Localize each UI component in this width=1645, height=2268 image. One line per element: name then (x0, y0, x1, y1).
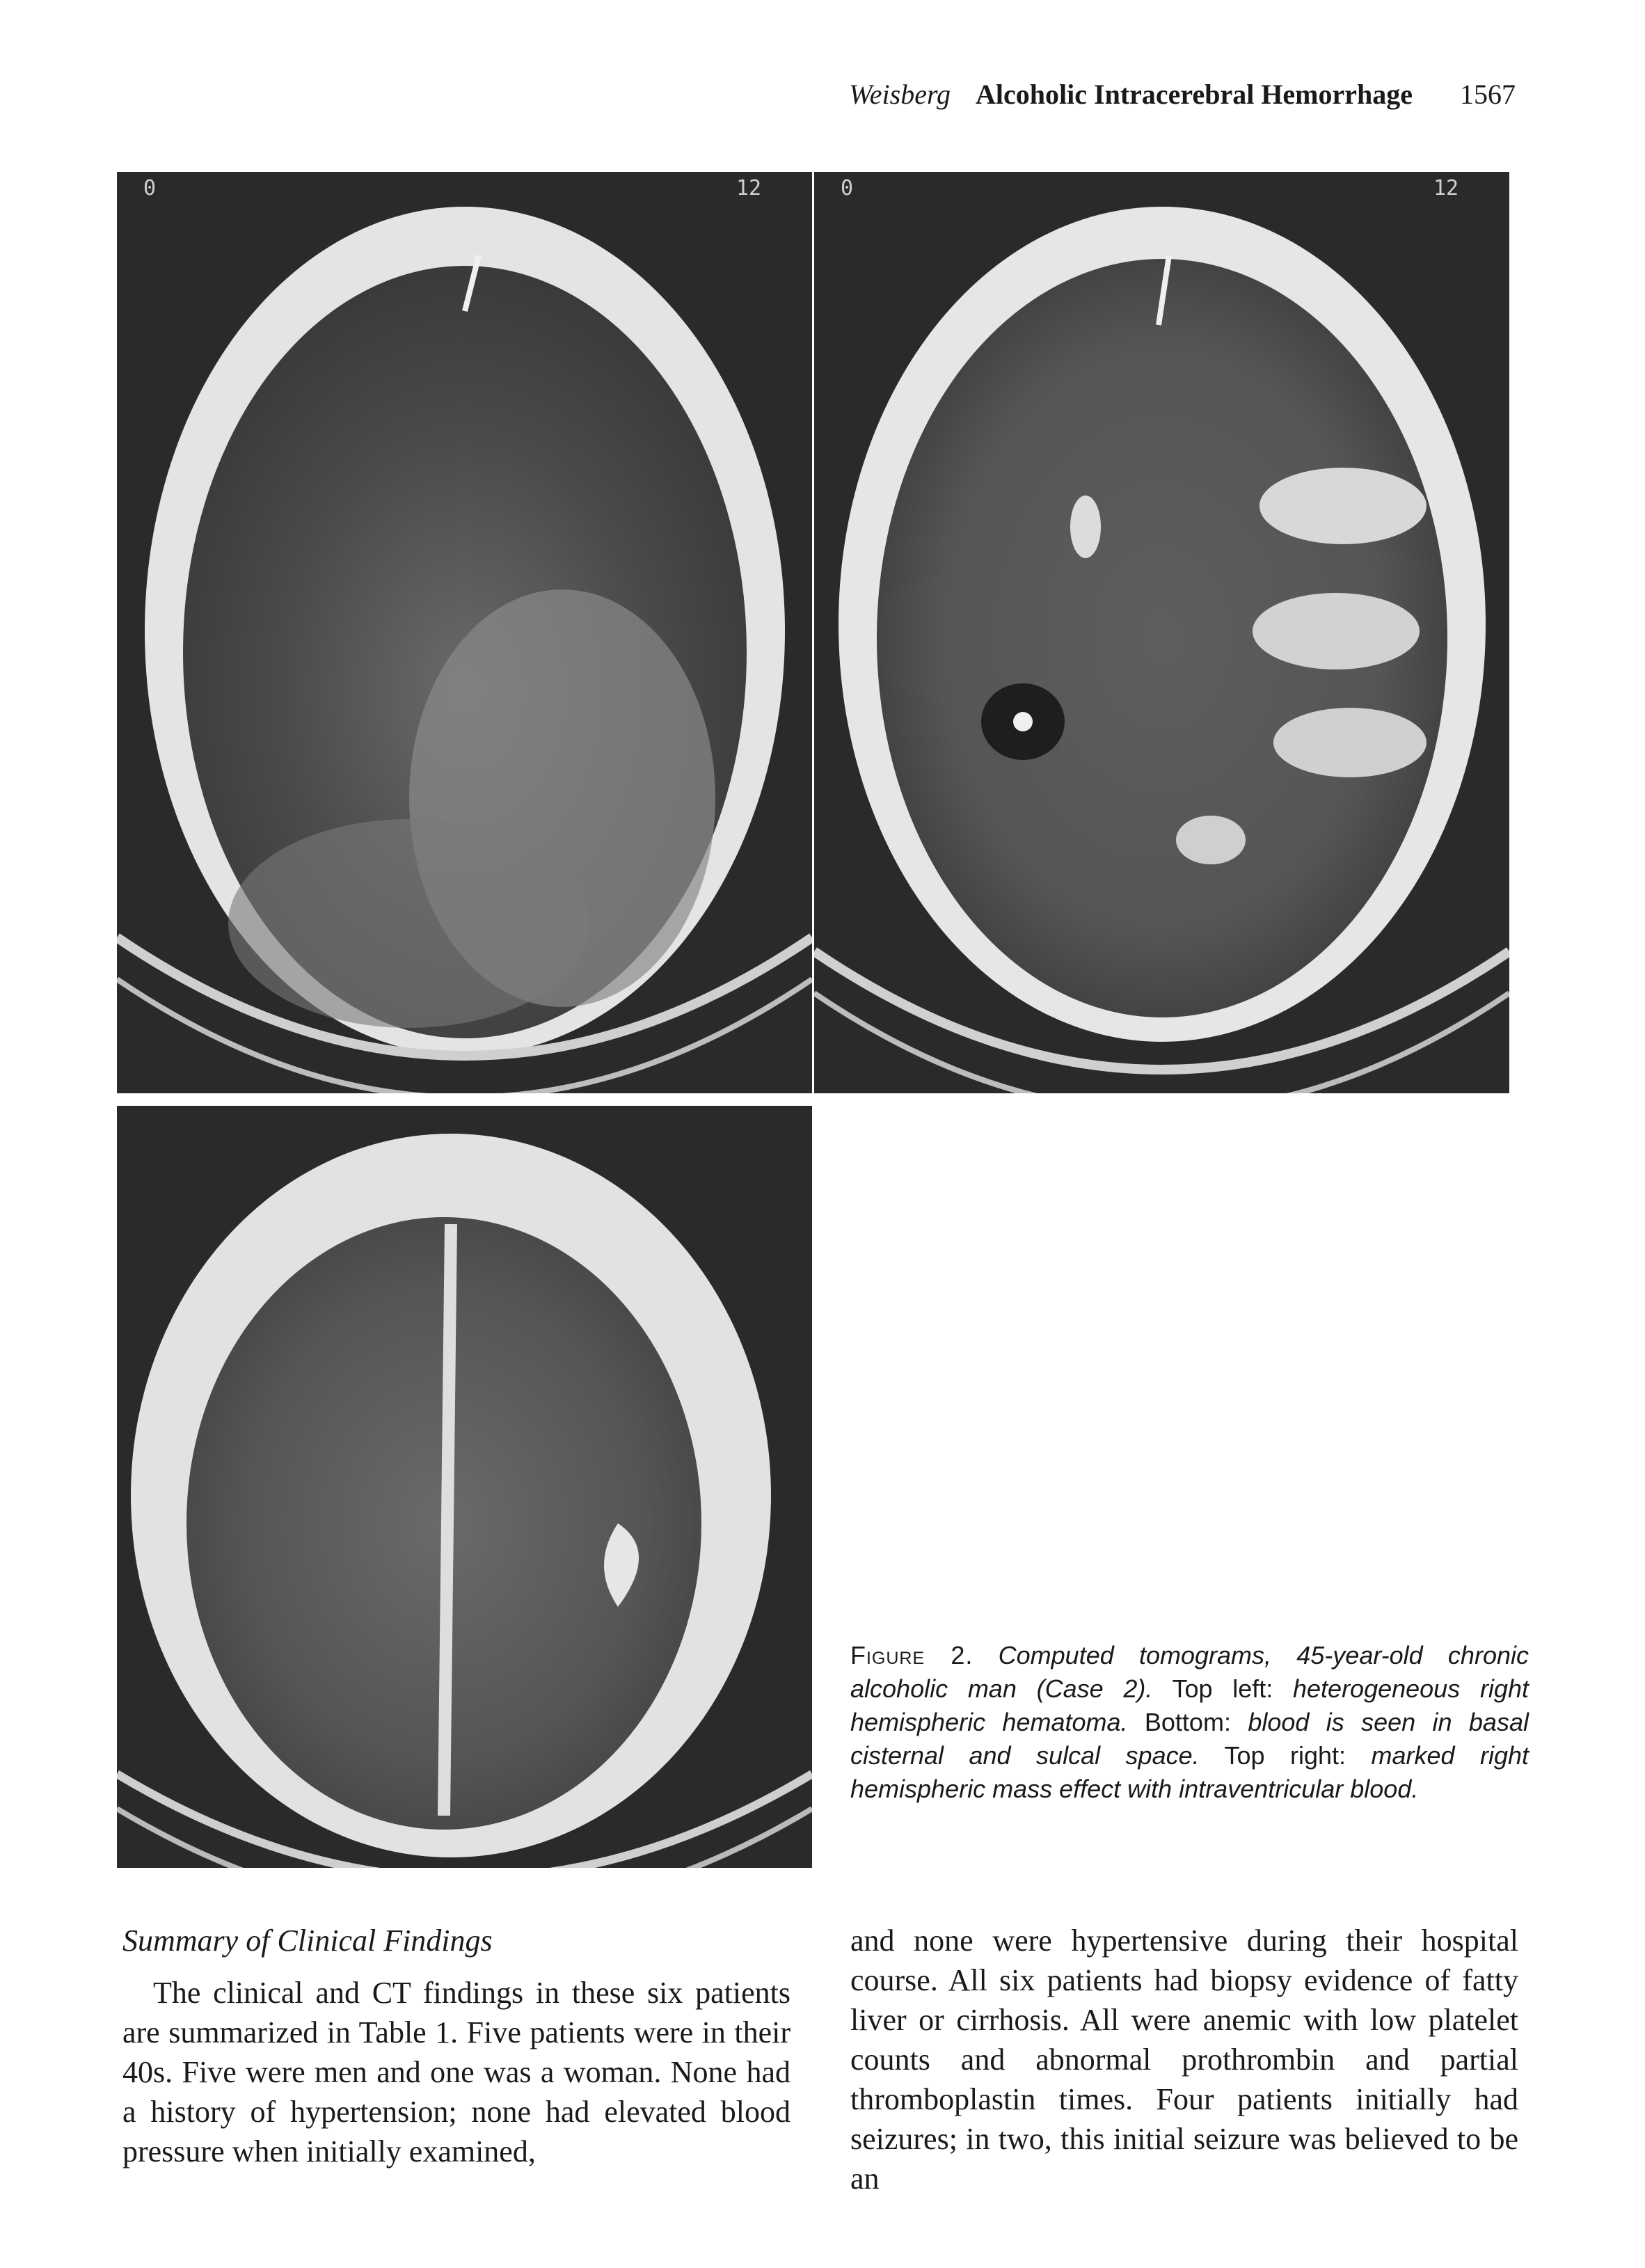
header-title: Alcoholic Intracerebral Hemorrhage (976, 79, 1413, 110)
scan-label-0: 0 (143, 176, 157, 200)
header-author: Weisberg (849, 79, 951, 110)
figure-caption (850, 1639, 1529, 1806)
running-header (849, 78, 1516, 111)
ct-scan-top-left (117, 172, 812, 1093)
ct-scan-bottom (117, 1106, 812, 1868)
scan-label-12: 12 (1433, 176, 1459, 200)
caption-description: Computed tomograms, 45-year-old chronic alcoholic man (Case 2). (850, 1641, 1529, 1703)
ct-scan-top-right (814, 172, 1509, 1093)
section-heading: Summary of Clinical Findings (122, 1924, 493, 1958)
scan-label-0: 0 (841, 176, 854, 200)
caption-top-left-label: Top left: (1172, 1674, 1273, 1703)
body-column-left (122, 1921, 790, 2171)
scan-label-12: 12 (736, 176, 762, 200)
caption-top-right-label: Top right: (1224, 1741, 1346, 1770)
body-paragraph-right: and none were hypertensive during their hospital course. All six patients had biopsy evidence of fatty liver or cirrhosis. All were anemic with low platelet counts and abnormal prothrombin and partial thromboplastin times. Four patients initially had seizures; in two, this initial seizure was believed to be an (850, 1924, 1518, 2196)
page-number: 1567 (1460, 79, 1516, 110)
figure-label: Figure 2. (850, 1641, 974, 1670)
body-paragraph-left: The clinical and CT findings in these six patients are summarized in Table 1. Five patients were in their 40s. Five were men and one was a woman. None had a history of hypertension; none had elevated blood pressure when initially examined, (122, 1976, 790, 2168)
body-column-right (850, 1921, 1518, 2198)
caption-bottom-label: Bottom: (1144, 1708, 1231, 1736)
caption-bottom-text: blood is seen in basal cisternal and sulcal space. (850, 1708, 1529, 1770)
caption-top-right-text: marked right hemispheric mass effect with intraventricular blood. (850, 1741, 1529, 1803)
caption-top-left-text: heterogeneous right hemispheric hematoma. (850, 1674, 1529, 1736)
